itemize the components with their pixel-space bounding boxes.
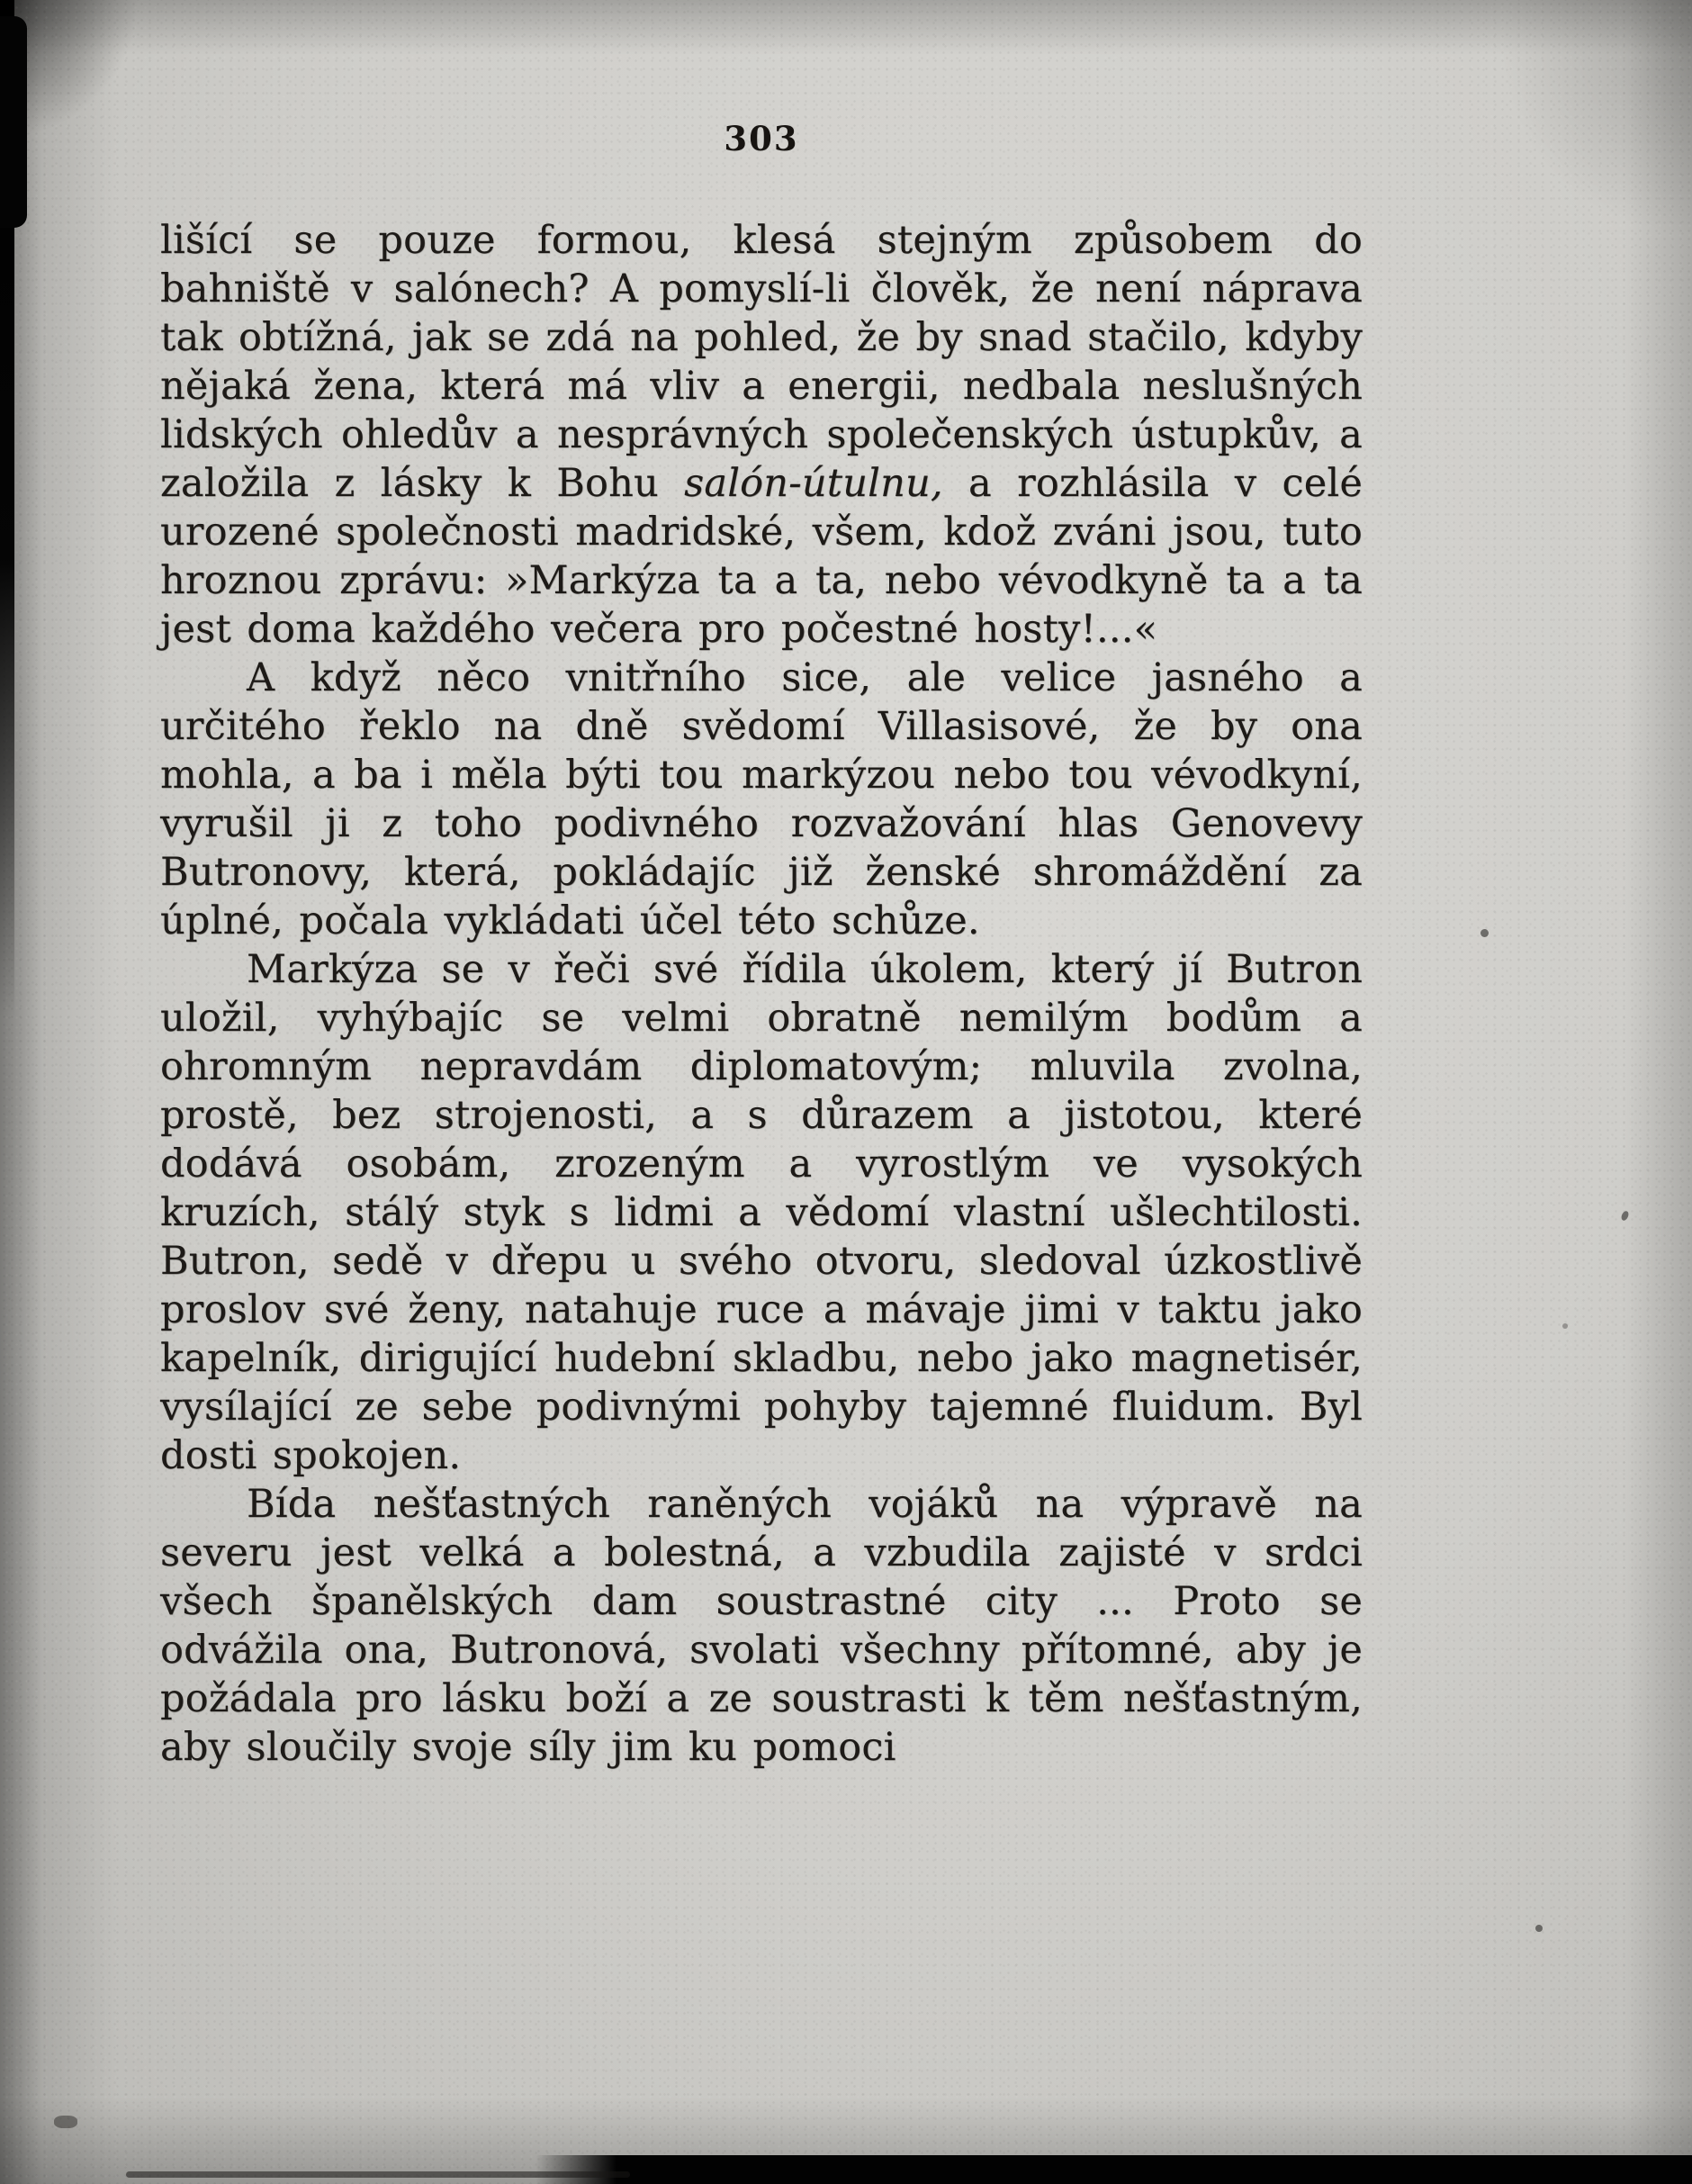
page-content [160,119,1363,1772]
scan-speck [54,2116,77,2128]
paragraph-2: A když něco vnitřního sice, ale velice jasného a určitého řeklo na dně svědomí Villasisové, že by ona mohla, a ba i měla býti tou markýzou nebo tou vévodkyní, vyrušil ji z toho podivného rozvažování hlas Genovevy Butronovy, která, pokládajíc již ženské shromáždění za úplné, počala vykládati účel této schůze. [160,655,1363,943]
page-number: 303 [724,119,799,158]
paragraph-1-text-b: a rozhlásila v celé urozené společnosti madridské, všem, kdož zváni jsou, tuto hroznou zprávu: »Markýza ta a ta, nebo vévodkyně ta a ta jest doma každého večera pro počestné hosty!...« [160,461,1363,652]
scan-artifact-bottom-line [126,2171,630,2178]
paragraph-4: Bída nešťastných raněných vojáků na výpravě na severu jest velká a bolestná, a vzbudila zajisté v srdci všech španělských dam soustrastné city ... Proto se odvážila ona, Butronová, svolati všechny přítomné, aby je požádala pro lásku boží a ze soustrasti k těm nešťastným, aby sloučily svoje síly jim ku pomoci [160,1482,1363,1770]
scan-speck [1535,1925,1543,1932]
scan-artifact-left-blob [0,16,27,228]
paragraph-1-text-a: lišící se pouze formou, klesá stejným způsobem do bahniště v salónech? A pomyslí-li člověk, že není náprava tak obtížná, jak se zdá na pohled, že by snad stačilo, kdyby nějaká žena, která má vliv a energii, nedbala neslušných lidských ohledův a nesprávných společenských ústupkův, a založila z lásky k Bohu [160,218,1363,506]
paragraph-1 [160,216,1363,654]
body-text [160,216,1363,1772]
scan-speck [1620,1210,1630,1222]
scan-artifact-left-strip [0,0,14,1017]
scan-artifact-bottom-bar [536,2155,1692,2184]
scan-speck [1480,929,1489,937]
scan-speck [1562,1323,1568,1329]
paragraph-1-italic-phrase: salón-útulnu, [684,461,943,506]
paragraph-3: Markýza se v řeči své řídila úkolem, který jí Butron uložil, vyhýbajíc se velmi obratně nemilým bodům a ohromným nepravdám diplomatovým; mluvila zvolna, prostě, bez strojenosti, a s důrazem a jistotou, které dodává osobám, zrozeným a vyrostlým ve vysokých kruzích, stálý styk s lidmi a vědomí vlastní ušlechtilosti. Butron, sedě v dřepu u svého otvoru, sledoval úzkostlivě proslov své ženy, natahuje ruce a mávaje jimi v taktu jako kapelník, dirigující hudební skladbu, nebo jako magnetisér, vysílající ze sebe podivnými pohyby tajemné fluidum. Byl dosti spokojen. [160,947,1363,1478]
